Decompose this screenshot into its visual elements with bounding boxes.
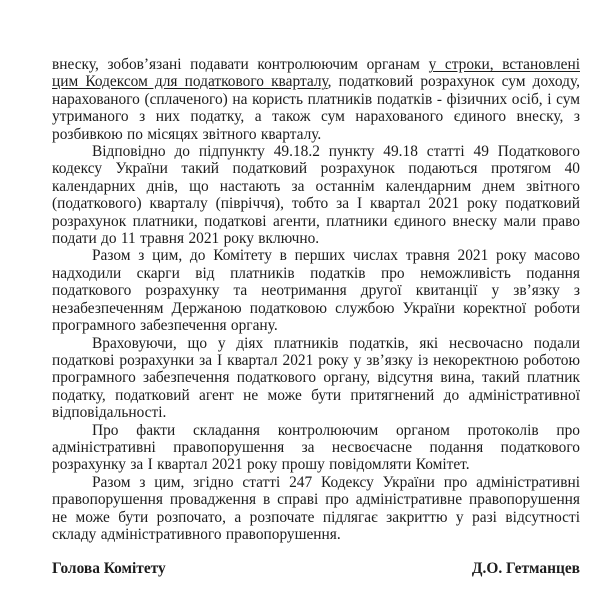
paragraph-6: Разом з цим, згідно статті 247 Кодексу України про адміністративні правопорушення провадження в справі про адміністративне правопорушення не може бути розпочато, а розпочате підлягає закриттю у разі відсутності складу адміністративного правопорушення. [52, 473, 580, 543]
paragraph-5: Про факти складання контролюючим органом протоколів про адміністративні правопорушення за несвоєчасне подання податкового розрахунку за І квартал 2021 року прошу повідомляти Комітет. [52, 421, 580, 474]
paragraph-1-text-before: внеску, зобов’язані подавати контролюючим органам [52, 56, 429, 73]
paragraph-1-underlined-quote: у строки, встановлені цим Кодексом для податкового кварталу [52, 56, 580, 91]
paragraph-1-text-after: , податковий розрахунок сум доходу, нарахованого (сплаченого) на користь платників податків - фізичних осіб, і сум утриманого з них податку, а також сум нарахованого єдиного внеску, з розбивкою по місяцях звітного кварталу. [52, 73, 580, 143]
signature-name: Д.О. Гетманцев [471, 560, 580, 578]
paragraph-3: Разом з цим, до Комітету в перших числах травня 2021 року масово надходили скарги від платників податків про неможливість подання податкового розрахунку та неотримання другої квитанції у зв’язку з незабезпеченням Держаною податковою службою України коректної роботи програмного забезпечення органу. [52, 247, 580, 335]
paragraph-2: Відповідно до підпункту 49.18.2 пункту 49.18 статті 49 Податкового кодексу України такий податковий розрахунок подаються протягом 40 календарних днів, що настають за останнім календарним днем звітного (податкового) кварталу (півріччя), тобто за І квартал 2021 року податковий розрахунок платники, податкові агенти, платники єдиного внеску мали право подати до 11 травня 2021 року включно. [52, 143, 580, 248]
paragraph-4: Враховуючи, що у діях платників податків, які несвочасно подали податкові розрахунки за І квартал 2021 року у зв’язку із некоректною роботою програмного забезпечення податкового органу, відсутня вина, такий платник податку, податковий агент не може бути притягнений до адміністративної відповідальності. [52, 334, 580, 422]
signature-row [52, 560, 580, 577]
paragraph-1 [52, 56, 580, 143]
signature-role: Голова Комітету [52, 560, 166, 578]
